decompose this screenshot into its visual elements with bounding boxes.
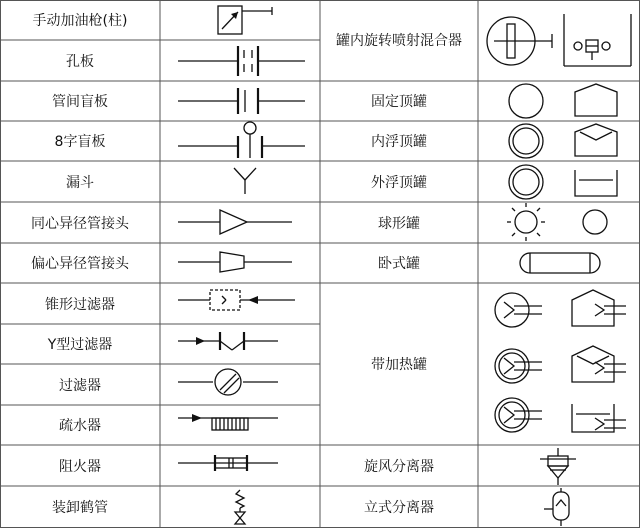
- label-blind-plate: 管间盲板: [52, 94, 108, 110]
- label-concentric-reducer: 同心异径管接头: [31, 216, 129, 232]
- heated-fixed-roof-tank-icon: [495, 290, 626, 327]
- manual-fuel-gun-icon: [218, 6, 272, 34]
- figure8-blind-icon: [178, 122, 305, 158]
- jet-mixer-icon: [487, 14, 631, 66]
- label-external-floating-tank: 外浮顶罐: [371, 175, 427, 191]
- label-steam-trap: 疏水器: [59, 418, 101, 434]
- external-floating-tank-icon: [509, 165, 617, 199]
- orifice-plate-icon: [178, 46, 305, 76]
- heated-external-floating-tank-icon: [495, 398, 626, 432]
- label-filter: 过滤器: [59, 378, 101, 394]
- fixed-roof-tank-icon: [509, 84, 617, 118]
- right-labels: [336, 32, 462, 516]
- label-conical-strainer: 锥形过滤器: [45, 297, 115, 313]
- conical-strainer-icon: [178, 290, 295, 310]
- label-horizontal-tank: 卧式罐: [378, 256, 420, 272]
- label-orifice-plate: 孔板: [66, 54, 94, 70]
- label-heated-tank: 带加热罐: [371, 357, 427, 373]
- concentric-reducer-icon: [178, 210, 292, 234]
- left-labels: [31, 12, 130, 516]
- eccentric-reducer-icon: [178, 252, 292, 272]
- steam-trap-icon: [178, 414, 278, 430]
- vertical-separator-icon: [544, 488, 569, 526]
- label-cyclone-separator: 旋风分离器: [364, 459, 434, 475]
- label-loading-arm: 装卸鹤管: [52, 500, 108, 516]
- label-figure8-blind: 8字盲板: [54, 134, 106, 150]
- blind-plate-icon: [178, 88, 305, 114]
- internal-floating-tank-icon: [509, 124, 617, 158]
- horizontal-tank-icon: [520, 253, 600, 273]
- heated-tank-icons: [495, 290, 626, 432]
- label-flame-arrester: 阻火器: [59, 459, 101, 475]
- funnel-icon: [234, 168, 256, 194]
- label-eccentric-reducer: 偏心异径管接头: [31, 256, 129, 272]
- spherical-tank-icon: [507, 203, 607, 241]
- flame-arrester-icon: [178, 455, 278, 471]
- y-strainer-icon: [178, 332, 278, 350]
- label-vertical-separator: 立式分离器: [364, 500, 434, 516]
- loading-arm-icon: [235, 490, 245, 524]
- label-y-strainer: Y型过滤器: [47, 337, 113, 353]
- cyclone-separator-icon: [540, 448, 576, 485]
- label-fixed-roof-tank: 固定顶罐: [371, 94, 427, 110]
- label-internal-floating-tank: 内浮顶罐: [371, 134, 427, 150]
- label-jet-mixer: 罐内旋转喷射混合器: [336, 33, 462, 49]
- label-spherical-tank: 球形罐: [378, 216, 420, 232]
- label-manual-fuel-gun: 手动加油枪(柱): [32, 13, 128, 29]
- label-funnel: 漏斗: [66, 175, 94, 191]
- filter-icon: [178, 369, 278, 395]
- heated-internal-floating-tank-icon: [495, 346, 626, 383]
